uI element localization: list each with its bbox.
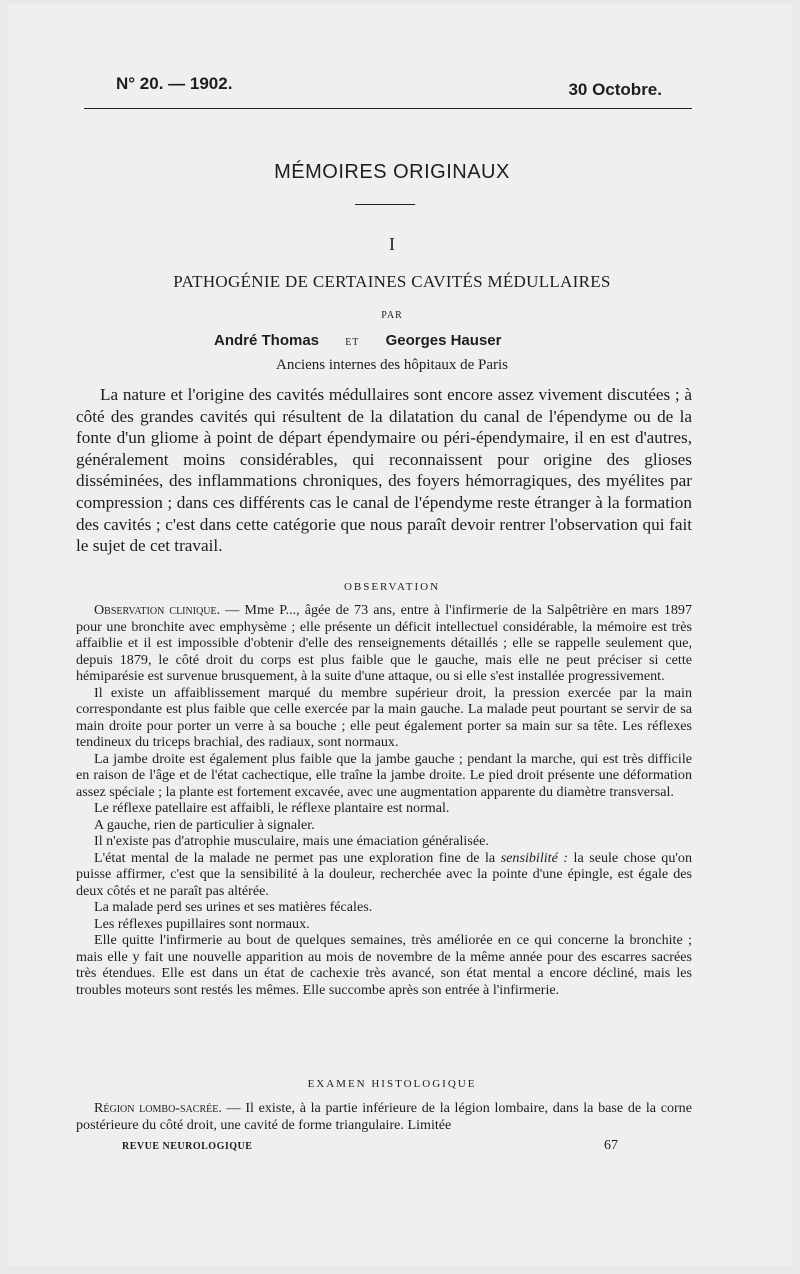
journal-page	[8, 4, 792, 1266]
observation-paragraph: A gauche, rien de particulier à signaler.	[94, 816, 315, 833]
article-title: PATHOGÉNIE DE CERTAINES CAVITÉS MÉDULLAIRES	[173, 272, 611, 291]
observation-paragraph: La jambe droite est également plus faible que la jambe gauche ; pendant la marche, qui est très difficile en raison de l'âge et de l'état cachectique, elle traîne la jambe droite. Le pied droit présente une déformation assez spéciale ; la plante est fortement excavée, avec une augmentation apparente du diamètre transversal.	[76, 750, 692, 800]
observation-body	[76, 602, 692, 998]
region-lead: Région lombo-sacrée.	[94, 1100, 222, 1116]
observation-paragraph: Il n'existe pas d'atrophie musculaire, mais une émaciation généralisée.	[94, 833, 489, 849]
author-thomas: André Thomas	[214, 332, 320, 349]
observation-heading: OBSERVATION	[343, 581, 441, 593]
section-heading: MÉMOIRES ORIGINAUX	[274, 161, 510, 183]
observation-lead: Observation clinique.	[94, 602, 221, 618]
issue-number: N° 20. — 1902.	[116, 74, 233, 93]
observation-paragraph: Les réflexes pupillaires sont normaux.	[94, 915, 310, 932]
observation-paragraph: L'état mental de la malade ne permet pas une exploration fine de la sensibilité : la seule chose qu'on puisse affirmer, c'est que la sensibilité à la douleur, recherchée avec la pointe d'une épingle, est égale des deux côtés et ne paraît pas altérée.	[76, 849, 693, 899]
author-conjunction: ET	[345, 337, 360, 348]
observation-paragraph: La malade perd ses urines et ses matières fécales.	[94, 899, 373, 915]
page-number: 67	[604, 1138, 618, 1153]
observation-paragraph: Le réflexe patellaire est affaibli, le réflexe plantaire est normal.	[94, 800, 450, 816]
region-paragraph: Région lombo-sacrée. — Il existe, à la partie inférieure de la légion lombaire, dans la base de la corne postérieure du côté droit, une cavité de forme triangulaire. Limitée	[76, 1100, 692, 1133]
observation-paragraph: Il existe un affaiblissement marqué du membre supérieur droit, la pression exercée par la main correspondante est plus faible que celle exercée par la main gauche. La malade peut pourtant se servir de sa main droite pour porter un verre à sa bouche ; elle peut également porter sa main sur sa tête. Les réflexes tendineux du triceps brachial, des radiaux, sont normaux.	[76, 684, 692, 750]
author-affiliation: Anciens internes des hôpitaux de Paris	[275, 357, 509, 373]
issue-date: 30 Octobre.	[568, 80, 662, 99]
author-hauser: Georges Hauser	[385, 332, 502, 349]
header-rule	[84, 108, 692, 109]
section-divider	[355, 204, 415, 205]
by-label: PAR	[381, 310, 403, 321]
journal-name: REVUE NEUROLOGIQUE	[122, 1141, 253, 1152]
intro-paragraph: La nature et l'origine des cavités médullaires sont encore assez vivement discutées ; à côté des grandes cavités qui résultent de la dilatation du canal de l'épendyme ou de la fonte d'un gliome à point de départ épendymaire ou péri-épendymaire, il en est d'autres, généralement moins considérables, qui reconnaissent pour origine des glioses disséminées, des inflammations chroniques, des foyers hémorragiques, des myélites par compression ; dans ces différents cas le canal de l'épendyme reste étranger à la formation des cavités ; c'est dans cette catégorie que nous paraît devoir rentrer l'observation qui fait le sujet de cet travail.	[76, 385, 692, 556]
article-number: I	[389, 234, 395, 254]
emphasis-sensibilite: sensibilité :	[500, 849, 569, 866]
authors-line	[214, 332, 501, 349]
observation-paragraph: Elle quitte l'infirmerie au bout de quelques semaines, très améliorée en ce qui concerne la bronchite ; mais elle y fait une nouvelle apparition au mois de novembre de la même année pour des escarres sacrées très étendues. Elle est dans un état de cachexie très avancé, son état mental a encore décliné, mais les troubles moteurs sont restés les mêmes. Elle succombe après son entrée à l'infirmerie.	[76, 932, 692, 998]
observation-paragraph: Observation clinique. — Mme P..., âgée de 73 ans, entre à l'infirmerie de la Salpêtrière en mars 1897 pour une bronchite avec emphysème ; elle présente un déficit intellectuel considérable, la mémoire est très affaiblie et il est impossible d'obtenir d'elle des renseignements détaillés ; elle se rappelle seulement que, depuis 1879, le côté droit du corps est plus faible que le gauche, mais elle ne peut préciser si cette hémiparésie est survenue brusquement, à la suite d'une attaque, ou si elle s'est installée progressivement.	[76, 602, 693, 684]
histology-heading: EXAMEN HISTOLOGIQUE	[307, 1078, 477, 1090]
